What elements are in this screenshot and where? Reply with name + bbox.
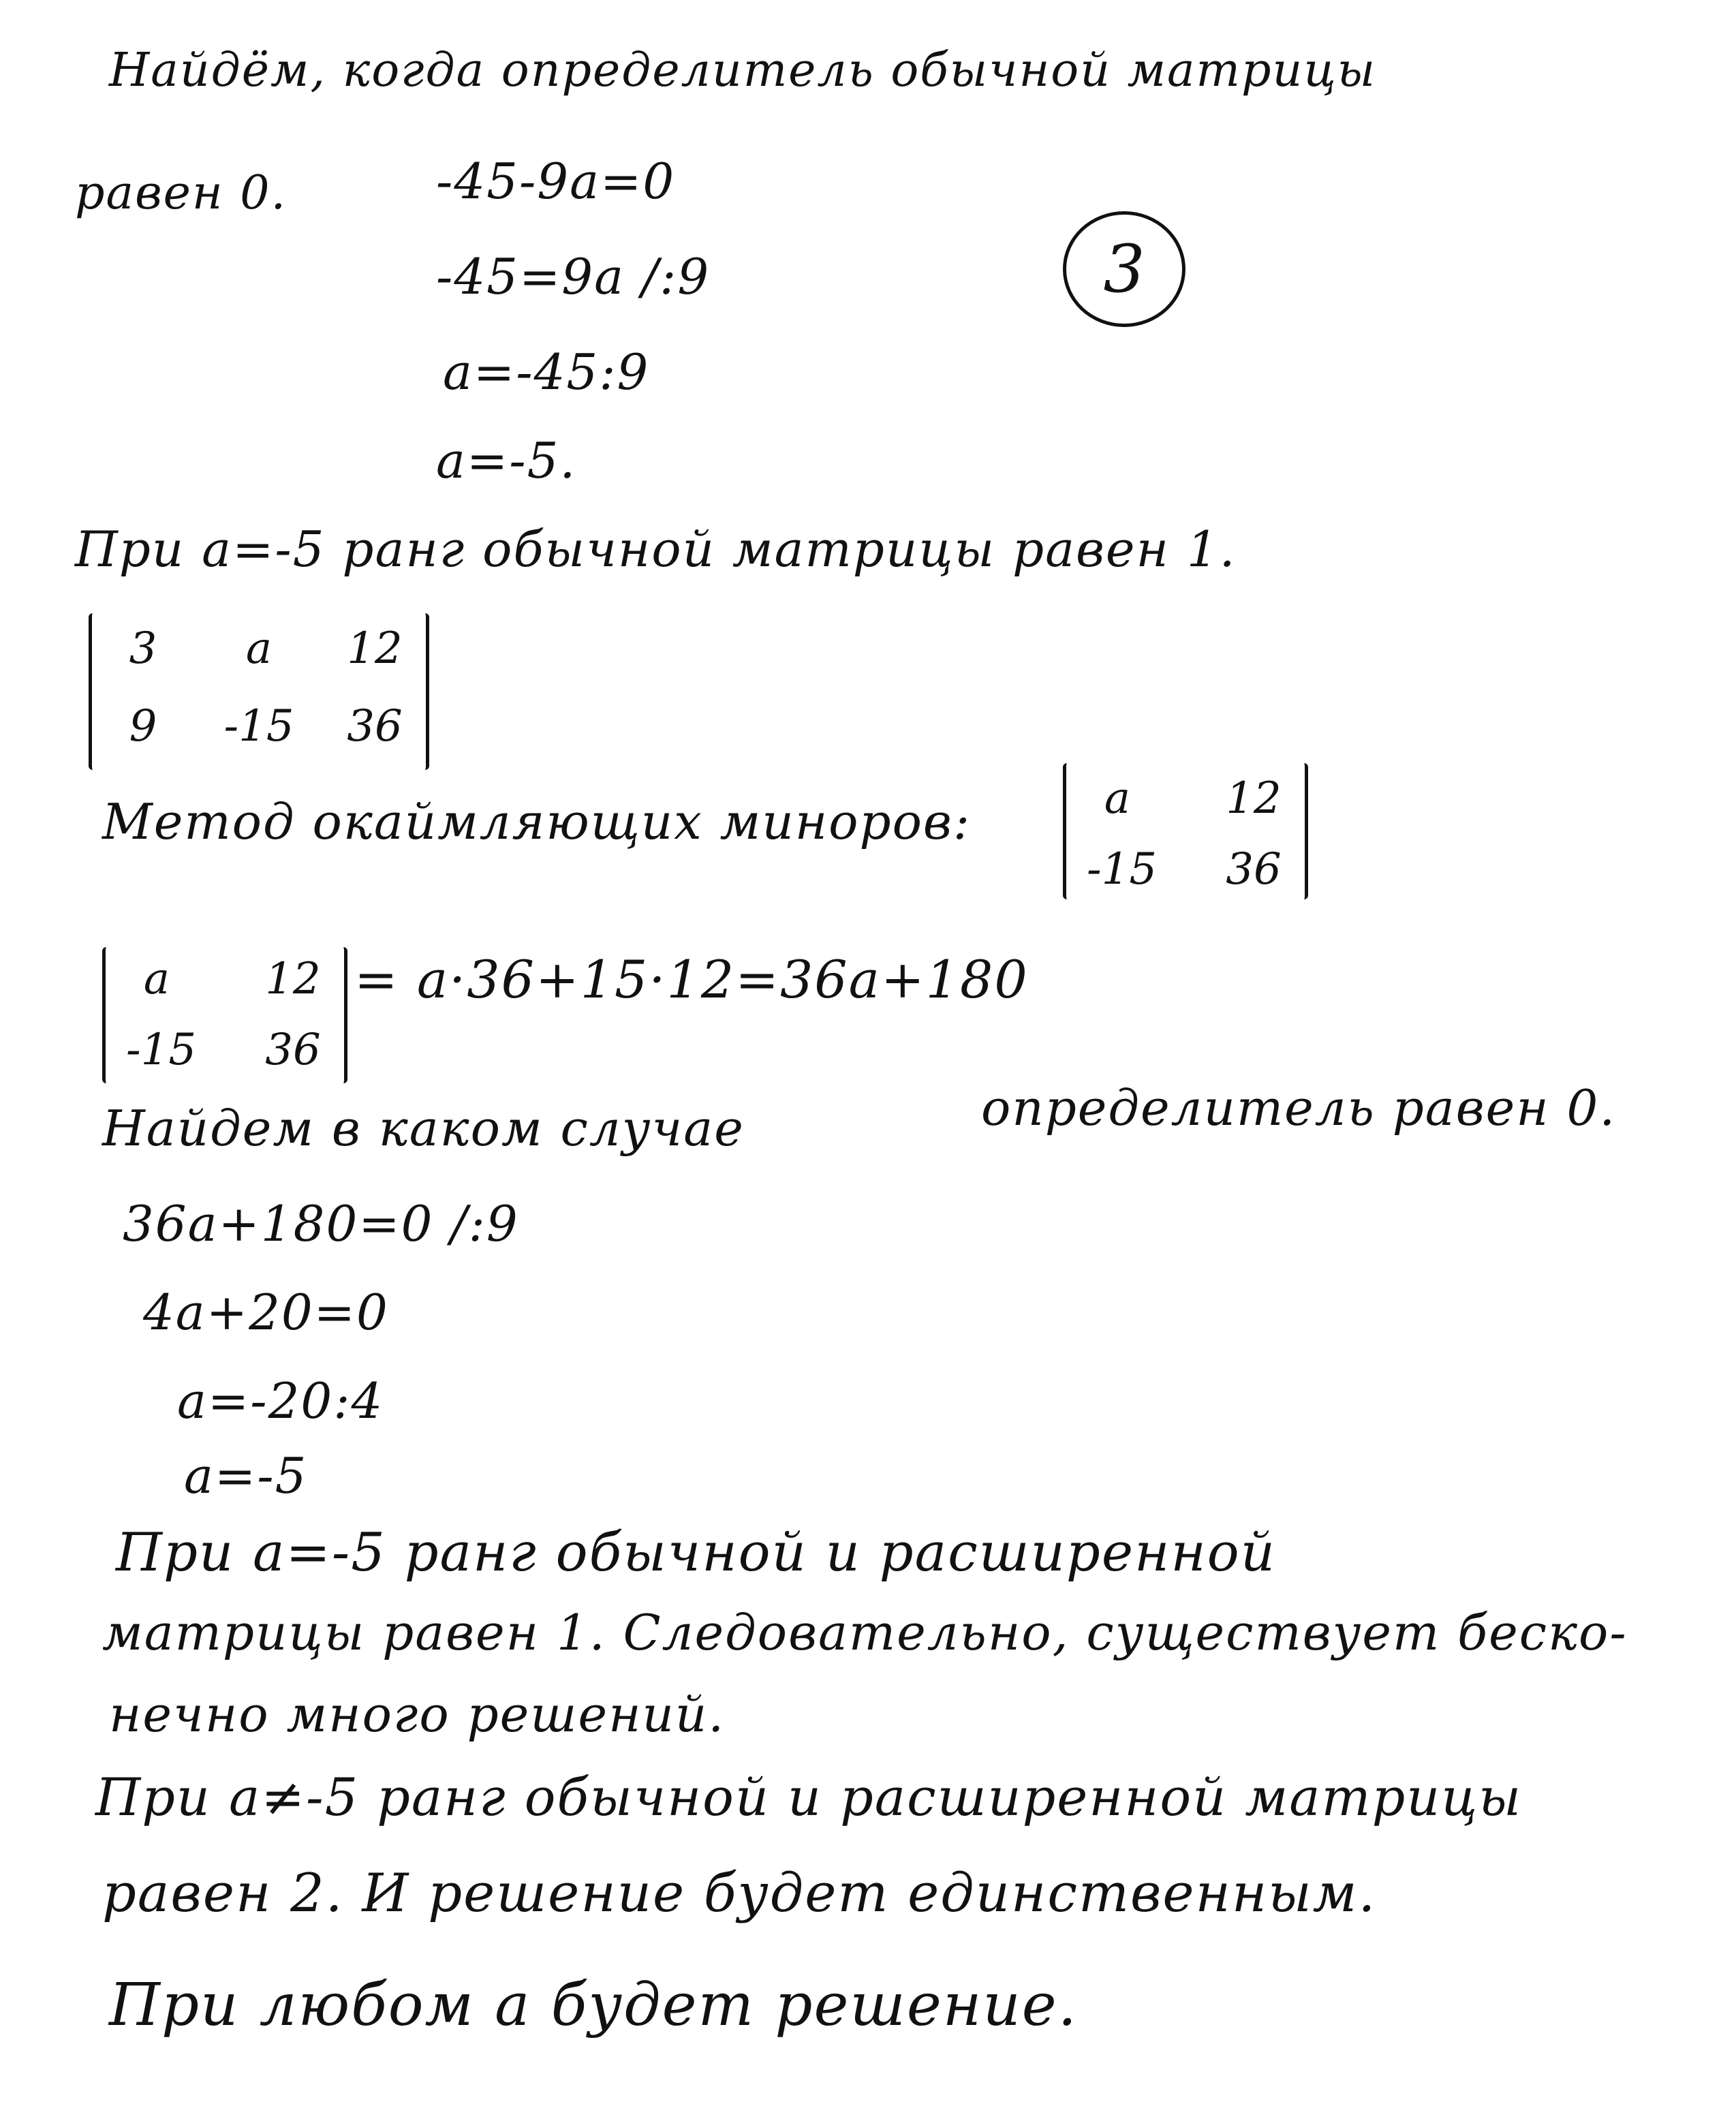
conclusion-line-6: При любом a будет решение.	[109, 1971, 1078, 2039]
minor-matrix-header	[1063, 763, 1308, 899]
matrix-big-cell: 36	[347, 701, 403, 752]
find-case-part-2: определитель равен 0.	[981, 1079, 1617, 1136]
conclusion-line-5: равен 2. И решение будет единственным.	[102, 1863, 1377, 1924]
minor-header-cell: 12	[1226, 773, 1282, 824]
matrix-big-cell: 3	[129, 623, 157, 674]
minor-calc-cell: 36	[265, 1025, 321, 1075]
minor-calc-cell: a	[143, 954, 170, 1004]
matrix-big-row-2	[112, 701, 405, 752]
minor-calc-row-2	[126, 1025, 324, 1075]
conclusion-line-3: нечно много решений.	[109, 1686, 726, 1743]
minor-header-cell: a	[1104, 773, 1131, 824]
matrix-big-cell: 12	[347, 623, 403, 674]
equation-1-4: a=-5.	[436, 432, 577, 489]
minor-matrix-calc	[102, 947, 347, 1083]
matrix-big	[89, 613, 429, 770]
minor-header-row-2	[1087, 844, 1284, 895]
matrix-big-cell: 9	[129, 701, 157, 752]
conclusion-line-2: матрицы равен 1. Следовательно, существует беско-	[102, 1604, 1628, 1661]
minor-header-cell: -15	[1087, 844, 1158, 895]
equation-2-2: 4a+20=0	[143, 1284, 389, 1341]
find-case-part-1: Найдем в каком случае	[102, 1100, 745, 1157]
equation-1-2: -45=9a /:9	[436, 248, 711, 305]
minor-header-cell: 36	[1226, 844, 1282, 895]
conclusion-line-4: При a≠-5 ранг обычной и расширенной матрицы	[95, 1767, 1523, 1827]
equation-2-1: 36a+180=0 /:9	[123, 1195, 519, 1252]
equation-1-3: a=-45:9	[443, 343, 650, 401]
equation-2-4: a=-5	[184, 1447, 308, 1504]
minor-calc-row-1	[126, 954, 324, 1004]
minor-calc-cell: -15	[126, 1025, 197, 1075]
conclusion-line-1: При a=-5 ранг обычной и расширенной	[116, 1522, 1276, 1583]
matrix-big-row-1	[112, 623, 405, 674]
intro-line-2: равен 0.	[75, 166, 288, 220]
equation-1-1: -45-9a=0	[436, 153, 676, 210]
minor-calc-cell: 12	[265, 954, 321, 1004]
minors-method-label: Метод окаймляющих миноров:	[102, 793, 972, 850]
matrix-big-cell: a	[245, 623, 273, 674]
equation-2-3: a=-20:4	[177, 1372, 384, 1429]
rank-statement: При a=-5 ранг обычной матрицы равен 1.	[75, 521, 1237, 578]
intro-line-1: Найдём, когда определитель обычной матрицы	[109, 44, 1377, 97]
minor-header-row-1	[1087, 773, 1284, 824]
circled-number: 3	[1063, 211, 1185, 327]
matrix-big-cell: -15	[223, 701, 294, 752]
minor-calculation: = a·36+15·12=36a+180	[354, 949, 1029, 1010]
